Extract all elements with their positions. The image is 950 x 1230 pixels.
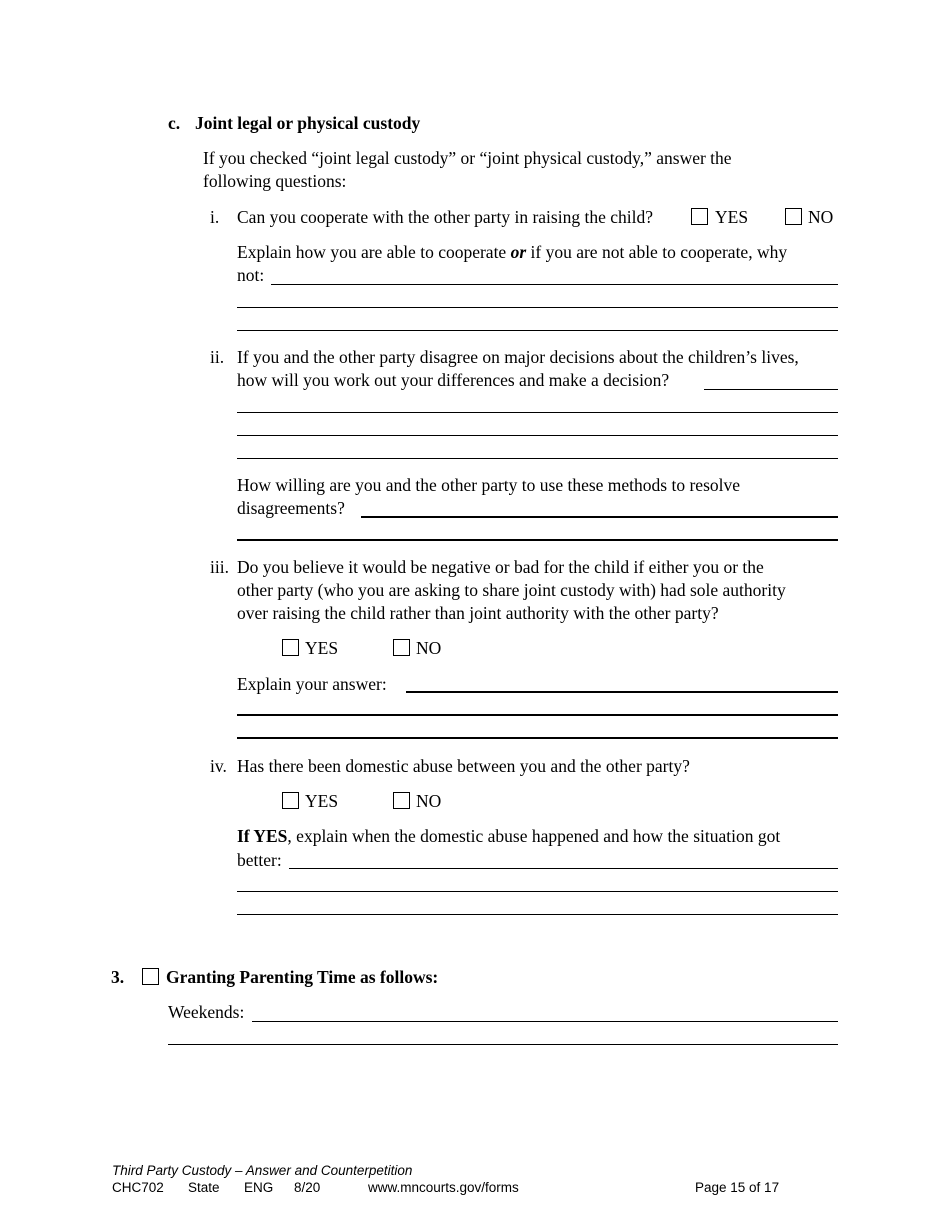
section-c-intro-line2: following questions: [203, 171, 347, 191]
q2-answer-line-1[interactable] [704, 389, 838, 390]
q1-answer-line-1[interactable] [271, 284, 838, 285]
section-c-intro-line1: If you checked “joint legal custody” or “joint physical custody,” answer the [203, 148, 732, 168]
section3-number: 3. [111, 967, 125, 987]
q4-no-checkbox[interactable] [393, 792, 410, 809]
q4-if-yes-rest: , explain when the domestic abuse happened and how the situation got [287, 826, 781, 846]
q3-line2: other party (who you are asking to share joint custody with) had sole authority [237, 580, 786, 600]
q1-no-label: NO [808, 207, 834, 227]
q4-if-yes-line2: better: [237, 850, 282, 870]
q4-if-yes-line1 [237, 826, 780, 847]
q4-answer-line-1[interactable] [289, 868, 838, 869]
q1-explain-post: if you are not able to cooperate, why [526, 242, 788, 262]
q1-explain-pre: Explain how you are able to cooperate [237, 242, 511, 262]
q1-explain-line1 [237, 242, 787, 263]
q2-line1: If you and the other party disagree on major decisions about the children’s lives, [237, 347, 799, 367]
q3-yes-checkbox[interactable] [282, 639, 299, 656]
q2-answer-line-4[interactable] [237, 458, 838, 459]
q1-answer-line-3[interactable] [237, 330, 838, 331]
footer-url: www.mncourts.gov/forms [368, 1180, 519, 1195]
q3-marker: iii. [210, 557, 229, 577]
section-c-marker: c. [168, 113, 181, 133]
footer-state: State [188, 1180, 220, 1195]
q2-marker: ii. [210, 347, 225, 367]
section3-checkbox[interactable] [142, 968, 159, 985]
q2-answer-line-3[interactable] [237, 435, 838, 436]
q3-line3: over raising the child rather than joint authority with the other party? [237, 603, 719, 623]
q1-explain-emphasis: or [510, 242, 527, 262]
q4-marker: iv. [210, 756, 227, 776]
q1-no-checkbox[interactable] [785, 208, 802, 225]
q2-willing-answer-line-1[interactable] [361, 516, 838, 518]
q3-explain-label: Explain your answer: [237, 674, 387, 694]
footer-form-title: Third Party Custody – Answer and Counterpetition [112, 1163, 413, 1178]
q2-willing-line2: disagreements? [237, 498, 345, 518]
q4-answer-line-2[interactable] [237, 891, 838, 892]
footer-language: ENG [244, 1180, 274, 1195]
q1-explain-line2: not: [237, 265, 265, 285]
q4-answer-line-3[interactable] [237, 914, 838, 915]
q3-answer-line-1[interactable] [406, 691, 838, 693]
q2-line2: how will you work out your differences and make a decision? [237, 370, 670, 390]
q1-yes-label: YES [715, 207, 749, 227]
footer-form-code: CHC702 [112, 1180, 164, 1195]
weekends-label: Weekends: [168, 1002, 245, 1022]
q3-no-label: NO [416, 638, 442, 658]
q1-yes-checkbox[interactable] [691, 208, 708, 225]
q1-question: Can you cooperate with the other party in raising the child? [237, 207, 653, 227]
q3-answer-line-2[interactable] [237, 714, 838, 716]
weekends-answer-line-1[interactable] [252, 1021, 838, 1022]
q2-willing-line1: How willing are you and the other party to use these methods to resolve [237, 475, 741, 495]
q1-marker: i. [210, 207, 220, 227]
q4-yes-label: YES [305, 791, 339, 811]
weekends-answer-line-2[interactable] [168, 1044, 838, 1045]
q3-line1: Do you believe it would be negative or bad for the child if either you or the [237, 557, 764, 577]
footer-page-number: Page 15 of 17 [695, 1180, 780, 1195]
q4-if-yes-bold: If YES [237, 826, 288, 846]
q2-answer-line-2[interactable] [237, 412, 838, 413]
footer-date: 8/20 [294, 1180, 321, 1195]
section-c-title: Joint legal or physical custody [195, 113, 421, 133]
section3-title: Granting Parenting Time as follows: [166, 967, 439, 987]
q4-question: Has there been domestic abuse between you and the other party? [237, 756, 690, 776]
q3-yes-label: YES [305, 638, 339, 658]
q2-willing-answer-line-2[interactable] [237, 539, 838, 541]
q3-no-checkbox[interactable] [393, 639, 410, 656]
q3-answer-line-3[interactable] [237, 737, 838, 739]
q4-yes-checkbox[interactable] [282, 792, 299, 809]
q1-answer-line-2[interactable] [237, 307, 838, 308]
q4-no-label: NO [416, 791, 442, 811]
